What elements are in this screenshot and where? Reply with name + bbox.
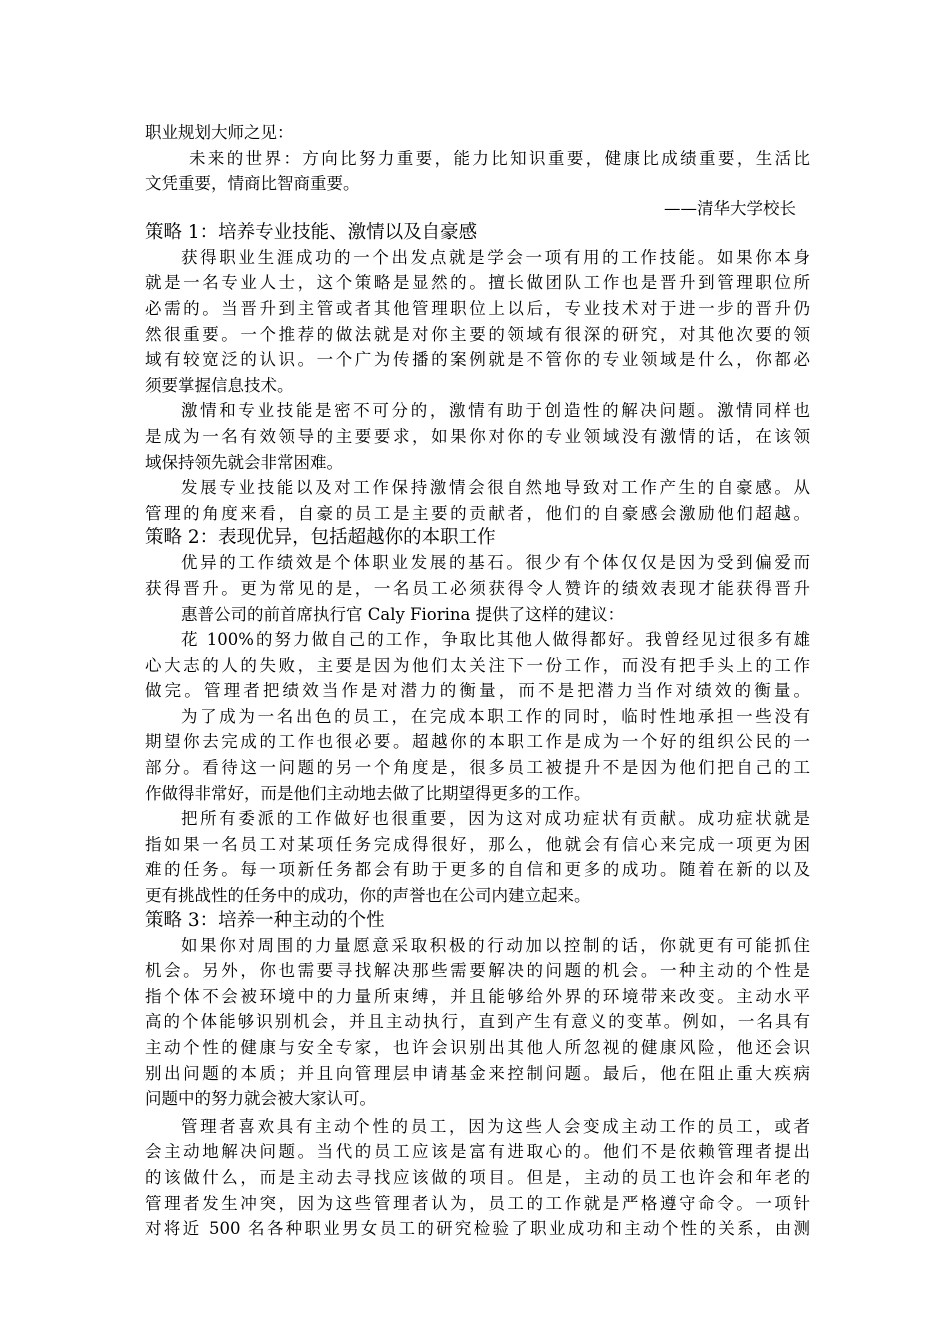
paragraph-line: 会主动地解决问题。当代的员工应该是富有进取心的。他们不是依赖管理者提出 [145,1142,810,1162]
paragraph-line: 难的任务。每一项新任务都会有助于更多的自信和更多的成功。随着在新的以及 [145,860,810,880]
paragraph-line: 心大志的人的失败，主要是因为他们太关注下一份工作，而没有把手头上的工作 [145,655,810,675]
document-page [145,120,810,1242]
paragraph-line: 获得晋升。更为常见的是，一名员工必须获得令人赞许的绩效表现才能获得晋升 [145,578,810,598]
paragraph [145,1114,810,1242]
paragraph-line: 花 100%的努力做自己的工作，争取比其他人做得都好。我曾经见过很多有雄 [181,630,810,650]
paragraph-line: 别出问题的本质；并且向管理层申请基金来控制问题。最后，他在阻止重大疾病 [145,1063,810,1083]
paragraph-line: 期望你去完成的工作也很必要。超越你的本职工作是成为一个好的组织公民的一 [145,732,810,752]
paragraph-line: 然很重要。一个推荐的做法就是对你主要的领域有很深的研究，对其他次要的领 [145,324,810,344]
paragraph-line: 高的个体能够识别机会，并且主动执行，直到产生有意义的变革。例如，一名具有 [145,1012,810,1032]
paragraph [145,806,810,908]
paragraph-line: 管理者喜欢具有主动个性的员工，因为这些人会变成主动工作的员工，或者 [181,1116,810,1136]
paragraph-line: 是成为一名有效领导的主要要求，如果你对你的专业领域没有激情的话，在该领 [145,426,810,446]
intro-label: 职业规划大师之见： [145,123,294,142]
paragraph [145,550,810,601]
paragraph-line: 管理的角度来看，自豪的员工是主要的贡献者，他们的自豪感会激励他们超越。 [145,503,810,523]
paragraph-line: 指个体不会被环境中的力量所束缚，并且能够给外界的环境带来改变。主动水平 [145,986,810,1006]
section-heading: 策略 1：培养专业技能、激情以及自豪感 [145,221,478,243]
section-heading: 策略 3：培养一种主动的个性 [145,909,385,931]
paragraph-line: 部分。看待这一问题的另一个角度是，很多员工被提升不是因为他们把自己的工 [145,758,810,778]
paragraph-line: 做完。管理者把绩效当作是对潜力的衡量，而不是把潜力当作对绩效的衡量。 [145,681,810,701]
paragraph-line: 把所有委派的工作做好也很重要，因为这对成功症状有贡献。成功症状就是 [181,809,810,829]
paragraph-line: 指如果一名员工对某项任务完成得很好，那么，他就会有信心来完成一项更为困 [145,834,810,854]
section-strategy-2 [145,526,810,908]
quote-block [145,146,810,221]
paragraph-line: 的该做什么，而是主动去寻找应该做的项目。但是，主动的员工也许会和年老的 [145,1167,810,1187]
section-strategy-1 [145,221,810,527]
paragraph-line: 主动个性的健康与安全专家，也许会识别出其他人所忽视的健康风险，他还会识 [145,1038,810,1057]
quote-line: 文凭重要，情商比智商重要。 [145,174,360,194]
paragraph [145,933,810,1112]
paragraph [145,704,810,806]
paragraph-line: 须要掌握信息技术。 [145,375,294,395]
section-heading: 策略 2：表现优异，包括超越你的本职工作 [145,527,496,549]
paragraph-line: 域保持领先就会非常困难。 [145,452,343,472]
paragraph-line: 为了成为一名出色的员工，在完成本职工作的同时，临时性地承担一些没有 [181,706,810,726]
section-strategy-3 [145,909,810,1242]
paragraph [145,627,810,704]
paragraph-line: 获得职业生涯成功的一个出发点就是学会一项有用的工作技能。如果你本身 [181,247,810,267]
quote-attribution: ——清华大学校长 [664,198,796,218]
paragraph-line: 如果你对周围的力量愿意采取积极的行动加以控制的话，你就更有可能抓住 [181,935,810,955]
paragraph [145,398,810,475]
paragraph-line: 问题中的努力就会被大家认可。 [145,1089,376,1109]
paragraph-line: 就是一名专业人士，这个策略是显然的。擅长做团队工作也是晋升到管理职位所 [145,273,810,293]
paragraph-line: 激情和专业技能是密不可分的，激情有助于创造性的解决问题。激情同样也 [181,401,810,421]
paragraph-line: 对将近 500 名各种职业男女员工的研究检验了职业成功和主动个性的关系，由测 [145,1219,810,1239]
paragraph-line: 作做得非常好，而是他们主动地去做了比期望得更多的工作。 [145,783,591,803]
paragraph-line: 优异的工作绩效是个体职业发展的基石。很少有个体仅仅是因为受到偏爱而 [181,553,810,573]
paragraph-line: 更有挑战性的任务中的成功，你的声誉也在公司内建立起来。 [145,886,591,906]
paragraph-line: 必需的。当晋升到主管或者其他管理职位上以后，专业技术对于进一步的晋升仍 [145,298,810,318]
paragraph [145,602,810,628]
paragraph-line: 发展专业技能以及对工作保持激情会很自然地导致对工作产生的自豪感。从 [181,478,810,498]
paragraph [145,475,810,526]
paragraph-line: 管理者发生冲突，因为这些管理者认为，员工的工作就是严格遵守命令。一项针 [145,1193,810,1213]
paragraph-line: 机会。另外，你也需要寻找解决那些需要解决的问题的机会。一种主动的个性是 [145,961,810,981]
paragraph [145,245,810,399]
quote-line: 未来的世界：方向比努力重要，能力比知识重要，健康比成绩重要，生活比 [189,148,810,168]
paragraph-line: 域有较宽泛的认识。一个广为传播的案例就是不管你的专业领域是什么，你都必 [145,350,810,370]
paragraph-line: 惠普公司的前首席执行官 Caly Fiorina 提供了这样的建议： [181,604,625,624]
